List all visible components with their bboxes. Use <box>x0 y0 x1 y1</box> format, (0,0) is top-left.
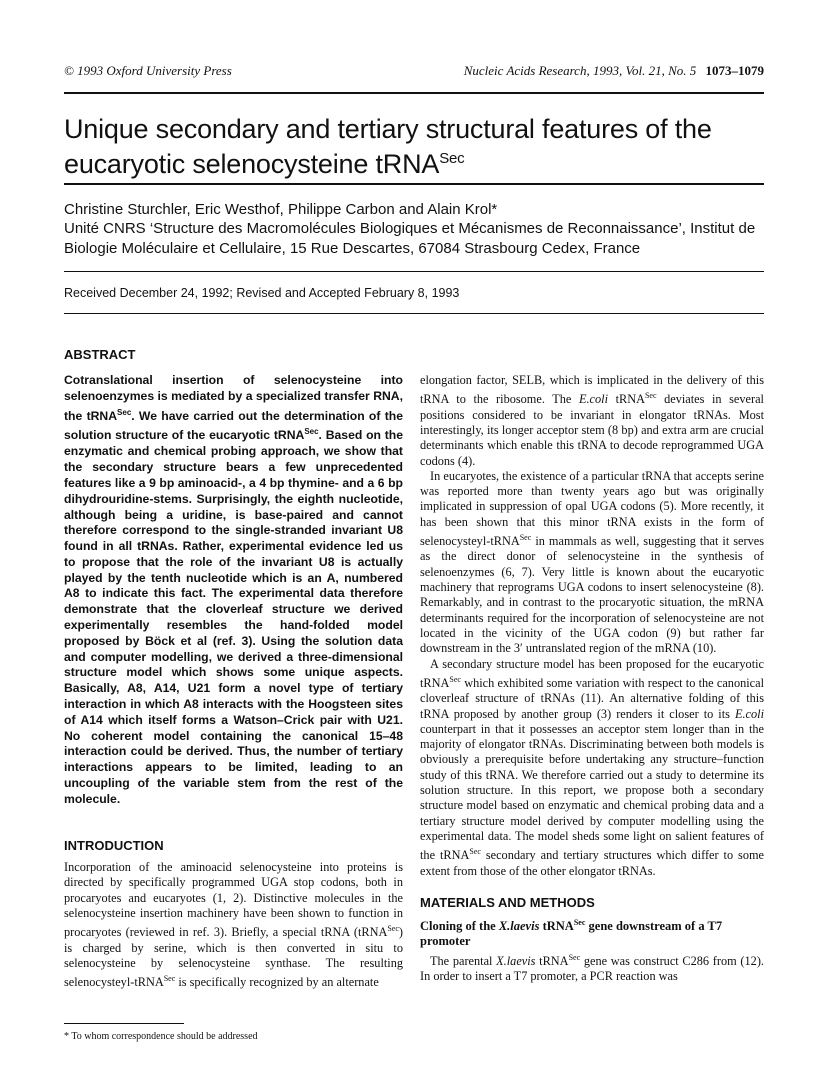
header-pages: 1073–1079 <box>705 63 764 78</box>
header-journal <box>464 63 764 79</box>
affiliation: Unité CNRS ‘Structure des Macromolécules Biologiques et Mécanismes de Reconnaissance’, Institut de Biologie Moléculaire et Cellulaire, 15 Rue Descartes, 67084 Strasbourg Cedex, France <box>64 220 756 257</box>
introduction-text: Incorporation of the aminoacid selenocysteine into proteins is directed by specifically programmed UGA stop codons, both in procaryotes and eucaryotes (1, 2). Distinctive molecules in the selenocysteine insertion machinery have been shown to function in procaryotes (reviewed in ref. 3). Briefly, a special tRNA (tRNA$^{Sec}$) is charged by serine, which is then converted in situ to selenocysteine by selenocysteine synthase. The resulting selenocysteyl-tRNA$^{Sec}$ is specifically recognized by an alternate <box>64 860 403 990</box>
footnote-rule <box>64 1023 184 1024</box>
introduction-heading: INTRODUCTION <box>64 838 164 853</box>
received-rule <box>64 313 764 314</box>
methods-subheading: Cloning of the X.laevis tRNA$^{Sec}$ gene downstream of a T7 promoter <box>420 918 723 949</box>
right-column-text: elongation factor, SELB, which is implicated in the delivery of this tRNA to the ribosome. The E.coli tRNA$^{Sec}$ deviates in several positions considered to be invariant in elongator tRNAs. Most interestingly, its longer acceptor stem (8 bp) and extra arm are crucial determinants which enable this tRNA to decode reprogrammed UGA codons (4). In eucaryotes, the existence of a particular tRNA that accepts serine was reported more than twenty years ago but was originally implicated in suppression of opal UGA codons (5). More recently, it has been shown that this minor tRNA exists in the form of selenocysteyl-tRNA$^{Sec}$ in mammals as well, suggesting that it serves as the direct donor of selenocysteine in the synthesis of selenoenzymes (6, 7). Very little is known about the eucaryotic machinery that reprograms UGA codons to insert selenocysteine (8). Remarkably, and in contrast to the procaryotic situation, the mRNA determinants required for the incorporation of selenocysteine are not located in the vicinity of the UGA codon (9) but rather far downstream in the 3′ untranslated region of the mRNA (10). A secondary structure model has been proposed for the eucaryotic tRNA$^{Sec}$ which exhibited some variation with respect to the canonical cloverleaf structure of tRNAs (11). An alternative folding of this tRNA proposed by another group (3) renders it closer to its E.coli counterpart in that it possesses an acceptor stem longer than in the majority of elongator tRNAs. Discriminating between both models is obviously a prerequisite before undertaking any structure–function study of this tRNA. We therefore carried out a study to determine its solution structure. In this report, we propose both a secondary structure model based on enzymatic and chemical probing data and a tertiary structure model derived by computer modelling using the experimental data. The model sheds some light on salient features of the tRNA$^{Sec}$ secondary and tertiary structures which differ to some extent from those of the other elongator tRNAs. <box>420 373 764 878</box>
title-rule <box>64 183 764 185</box>
abstract-heading: ABSTRACT <box>64 347 136 362</box>
methods-text: The parental X.laevis tRNA$^{Sec}$ gene was construct C286 from (12). In order to insert a T7 promoter, a PCR reaction was <box>420 953 764 984</box>
footnote: * To whom correspondence should be addressed <box>64 1031 258 1042</box>
methods-heading: MATERIALS AND METHODS <box>420 895 595 910</box>
header-copyright: © 1993 Oxford University Press <box>64 63 232 78</box>
affiliation-rule <box>64 271 764 272</box>
abstract-text: Cotranslational insertion of selenocysteine into selenoenzymes is mediated by a specialized transfer RNA, the tRNA$^{Sec}$. We have carried out the determination of the solution structure of the eucaryotic tRNA$^{Sec}$. Based on the enzymatic and chemical probing approach, we show that the secondary structure bears a few unprecedented features like a 9 bp aminoacid-, a 4 bp thymine- and a 6 bp dihydrouridine-stems. Surprisingly, the eighth nucleotide, although being a uridine, is base-paired and cannot therefore correspond to the single-stranded invariant U8 found in all tRNAs. Rather, experimental evidence led us to propose that the role of the invariant U8 is actually played by the tenth nucleotide which is an A, numbered A8 to indicate this fact. The experimental data therefore demonstrate that the cloverleaf structure we derived experimentally resembles the hand-folded model proposed by Böck et al (ref. 3). Using the solution data and computer modelling, we derived a three-dimensional structure model which shows some unique aspects. Basically, A8, A14, U21 form a novel type of tertiary interaction in which A8 interacts with the Hoogsteen sites of A14 which itself forms a Watson–Crick pair with U21. No coherent model containing the canonical 15–48 interaction could be derived. Thus, the number of tertiary interactions appears to be limited, leading to an uncoupling of the variable stem from the rest of the molecule. <box>64 373 404 806</box>
header-rule <box>64 92 764 94</box>
received-dates: Received December 24, 1992; Revised and Accepted February 8, 1993 <box>64 286 460 300</box>
title-superscript: Sec <box>439 150 465 167</box>
header-citation: Nucleic Acids Research, 1993, Vol. 21, No. 5 <box>463 63 697 78</box>
article-title: Unique secondary and tertiary structural features of the eucaryotic selenocysteine tRNA$^{Sec}$ <box>64 114 712 179</box>
authors: Christine Sturchler, Eric Westhof, Philippe Carbon and Alain Krol* <box>64 201 498 218</box>
